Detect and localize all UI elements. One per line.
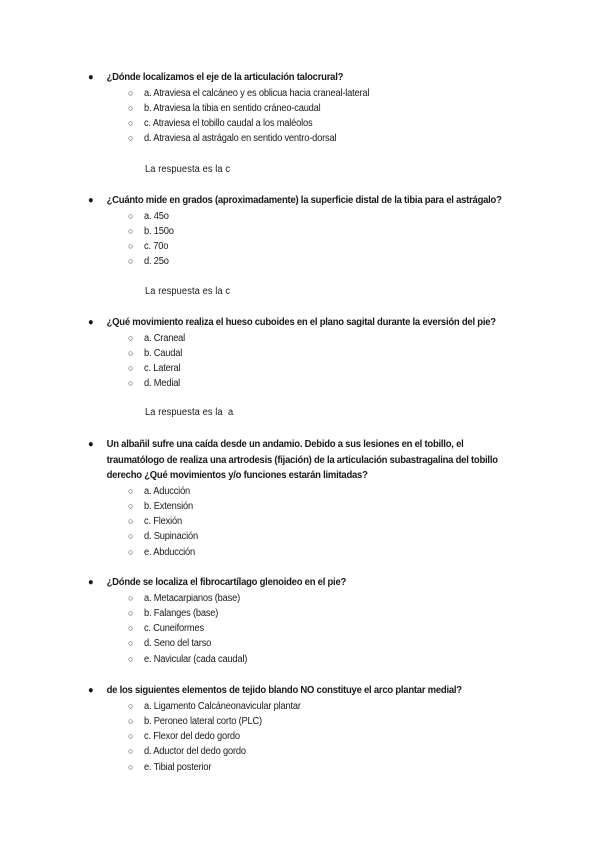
option-item: ○ a. Ligamento Calcáneonavicular plantar	[88, 699, 508, 714]
question-bullet-icon: ●	[88, 577, 94, 588]
option-bullet-icon: ○	[128, 607, 134, 618]
option-item: ○ a. 45o	[88, 209, 508, 224]
option-bullet-icon: ○	[128, 731, 134, 742]
option-bullet-icon: ○	[128, 241, 134, 252]
question-1	[88, 70, 508, 147]
option-bullet-icon: ○	[128, 500, 134, 511]
question-bullet-icon: ●	[88, 195, 94, 206]
option-bullet-icon: ○	[128, 347, 134, 358]
option-item: ○ c. Flexión	[88, 514, 508, 529]
option-item: ○ e. Abducción	[88, 545, 508, 560]
option-bullet-icon: ○	[128, 102, 134, 113]
options-list	[88, 331, 508, 392]
option-item: ○ b. Peroneo lateral corto (PLC)	[88, 714, 508, 729]
option-item: ○ d. Seno del tarso	[88, 636, 508, 651]
option-item: ○ c. Atraviesa el tobillo caudal a los maléolos	[88, 116, 508, 131]
option-bullet-icon: ○	[128, 118, 134, 129]
option-item: ○ c. 70o	[88, 239, 508, 254]
option-bullet-icon: ○	[128, 332, 134, 343]
option-bullet-icon: ○	[128, 256, 134, 267]
option-item: ○ a. Aducción	[88, 484, 508, 499]
option-item: ○ c. Lateral	[88, 361, 508, 376]
option-item: ○ b. Falanges (base)	[88, 606, 508, 621]
option-bullet-icon: ○	[128, 623, 134, 634]
option-item: ○ d. Supinación	[88, 529, 508, 544]
option-bullet-icon: ○	[128, 638, 134, 649]
question-bullet-icon: ●	[88, 439, 94, 450]
option-bullet-icon: ○	[128, 653, 134, 664]
option-bullet-icon: ○	[128, 761, 134, 772]
question-text: ● Un albañil sufre una caída desde un andamio. Debido a sus lesiones en el tobillo, el traumatólogo de realiza una artrodesis (fijación) de la articulación subastragalina del tobillo derecho ¿Qué movimientos y/o funciones estarán limitadas?	[88, 439, 498, 481]
option-bullet-icon: ○	[128, 700, 134, 711]
option-bullet-icon: ○	[128, 210, 134, 221]
answer-text: La respuesta es la c	[145, 286, 231, 297]
option-bullet-icon: ○	[128, 225, 134, 236]
question-bullet-icon: ●	[88, 685, 94, 696]
question-bullet-icon: ●	[88, 72, 94, 83]
question-4	[88, 437, 508, 560]
option-bullet-icon: ○	[128, 485, 134, 496]
option-item: ○ c. Flexor del dedo gordo	[88, 729, 508, 744]
option-bullet-icon: ○	[128, 87, 134, 98]
option-bullet-icon: ○	[128, 363, 134, 374]
option-item: ○ d. Aductor del dedo gordo	[88, 744, 508, 759]
option-item: ○ a. Atraviesa el calcáneo y es oblicua hacia craneal-lateral	[88, 86, 508, 101]
option-bullet-icon: ○	[128, 378, 134, 389]
question-text: ● de los siguientes elementos de tejido blando NO constituye el arco plantar medial?	[88, 683, 516, 699]
option-item: ○ d. 25o	[88, 254, 508, 269]
options-list	[88, 484, 508, 560]
option-item: ○ c. Cuneiformes	[88, 621, 508, 636]
options-list	[88, 209, 508, 270]
question-text: ● ¿Dónde localizamos el eje de la articulación talocrural?	[88, 70, 516, 86]
answer-text: La respuesta es la c	[145, 164, 231, 175]
option-item: ○ a. Craneal	[88, 331, 508, 346]
option-item: ○ e. Navicular (cada caudal)	[88, 652, 508, 667]
option-item: ○ b. Caudal	[88, 346, 508, 361]
option-item: ○ d. Medial	[88, 376, 508, 391]
answer-text: La respuesta es la a	[145, 407, 234, 418]
question-3	[88, 315, 508, 392]
options-list	[88, 699, 508, 775]
option-bullet-icon: ○	[128, 516, 134, 527]
question-2	[88, 193, 508, 270]
option-bullet-icon: ○	[128, 715, 134, 726]
option-item: ○ b. Atraviesa la tibia en sentido cráneo-caudal	[88, 101, 508, 116]
option-bullet-icon: ○	[128, 592, 134, 603]
options-list	[88, 86, 508, 147]
question-text: ● ¿Cuánto mide en grados (aproximadamente) la superficie distal de la tibia para el astrágalo?	[88, 193, 516, 209]
options-list	[88, 591, 508, 667]
question-text: ● ¿Dónde se localiza el fibrocartílago glenoideo en el pie?	[88, 575, 516, 591]
option-item: ○ d. Atraviesa al astrágalo en sentido ventro-dorsal	[88, 131, 508, 146]
question-5	[88, 575, 508, 667]
option-bullet-icon: ○	[128, 133, 134, 144]
option-item: ○ b. 150o	[88, 224, 508, 239]
question-bullet-icon: ●	[88, 317, 94, 328]
option-item: ○ b. Extensión	[88, 499, 508, 514]
option-item: ○ e. Tibial posterior	[88, 760, 508, 775]
option-bullet-icon: ○	[128, 546, 134, 557]
question-text: ● ¿Qué movimiento realiza el hueso cuboides en el plano sagital durante la eversión del pie?	[88, 315, 516, 331]
option-bullet-icon: ○	[128, 746, 134, 757]
option-item: ○ a. Metacarpianos (base)	[88, 591, 508, 606]
question-6	[88, 683, 508, 775]
option-bullet-icon: ○	[128, 531, 134, 542]
